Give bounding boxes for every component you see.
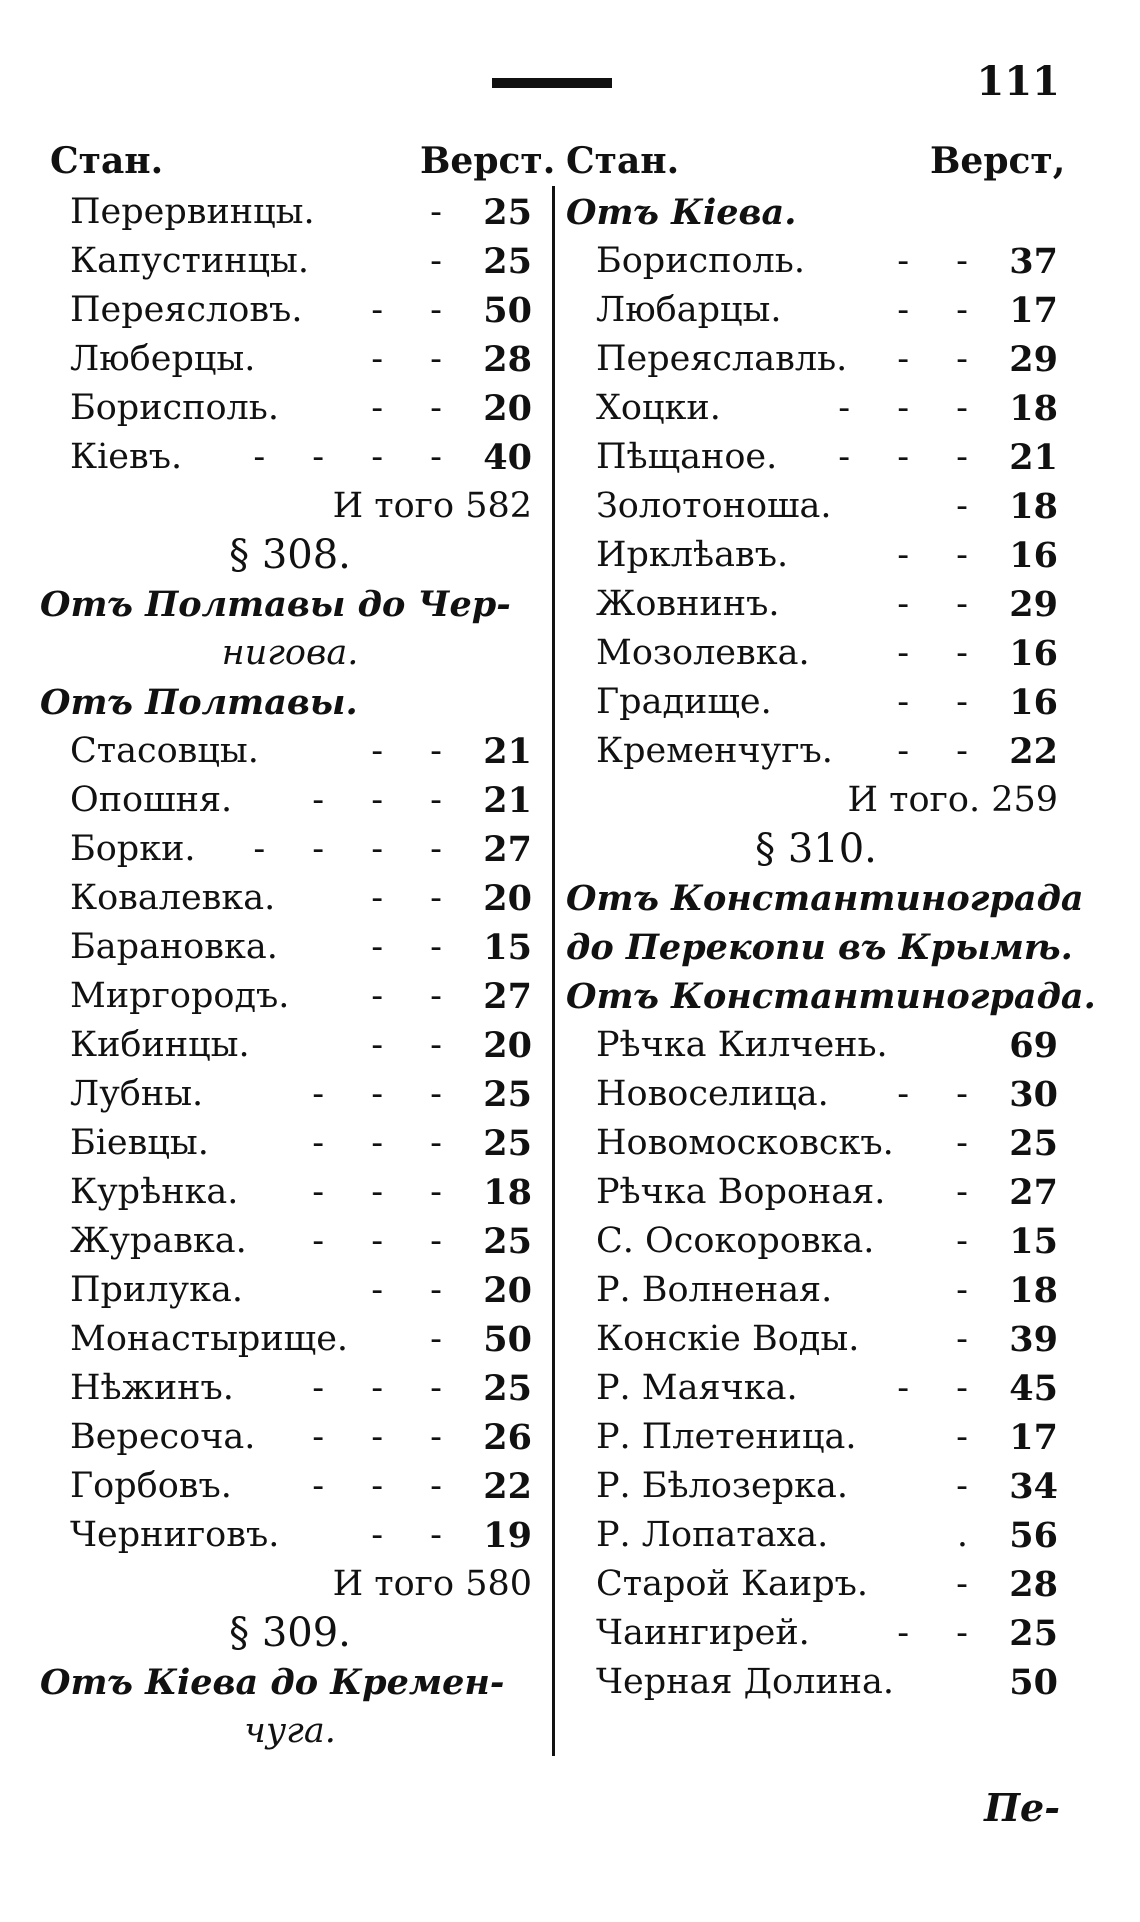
right-station-header: Стан. bbox=[566, 140, 680, 182]
verst-distance: 17 bbox=[1009, 290, 1058, 331]
station-row bbox=[566, 1070, 1066, 1119]
station-row bbox=[566, 1021, 1066, 1070]
leader-dashes: - bbox=[956, 1172, 986, 1212]
leader-dashes: - bbox=[956, 1417, 986, 1457]
station-name: Барановка. bbox=[70, 927, 278, 967]
verst-distance: 37 bbox=[1009, 241, 1058, 282]
leader-dashes: - bbox=[956, 1466, 986, 1506]
route-310-line2: до Перекопи въ Крымѣ. bbox=[566, 927, 1073, 968]
section-308-heading: § 308. bbox=[229, 532, 351, 578]
leader-dashes: - - bbox=[897, 1613, 986, 1653]
verst-distance: 15 bbox=[1009, 1221, 1058, 1262]
station-row bbox=[40, 384, 540, 433]
verst-distance: 21 bbox=[483, 780, 532, 821]
station-name: Лубны. bbox=[70, 1074, 204, 1114]
leader-dashes: . bbox=[956, 1515, 986, 1555]
station-row bbox=[40, 1119, 540, 1168]
verst-distance: 25 bbox=[483, 1221, 532, 1262]
verst-distance: 21 bbox=[1009, 437, 1058, 478]
station-row bbox=[566, 678, 1066, 727]
verst-distance: 30 bbox=[1009, 1074, 1058, 1115]
verst-distance: 26 bbox=[483, 1417, 532, 1458]
leader-dashes: - bbox=[956, 1564, 986, 1604]
station-name: Миргородъ. bbox=[70, 976, 290, 1016]
leader-dashes: - - bbox=[371, 927, 460, 967]
leader-dashes: - - - bbox=[312, 1123, 460, 1163]
station-row bbox=[566, 1217, 1066, 1266]
route-309-line2: чуга. bbox=[244, 1711, 336, 1751]
leader-dashes: - - bbox=[897, 682, 986, 722]
catchword: Пе- bbox=[984, 1785, 1060, 1830]
station-name: Мозолевка. bbox=[596, 633, 810, 673]
leader-dashes: - - - bbox=[312, 1074, 460, 1114]
leader-dashes: - - - bbox=[312, 1172, 460, 1212]
leader-dashes: - - bbox=[371, 1270, 460, 1310]
station-name: Чаингирей. bbox=[596, 1613, 810, 1653]
right-column bbox=[566, 188, 1096, 1707]
station-name: Переяславль. bbox=[596, 339, 848, 379]
station-name: Кибинцы. bbox=[70, 1025, 250, 1065]
leader-dashes: - bbox=[956, 1270, 986, 1310]
station-name: Р. Волненая. bbox=[596, 1270, 833, 1310]
right-total-a: И того. 259 bbox=[847, 780, 1058, 820]
station-row bbox=[40, 1413, 540, 1462]
right-station-list-a bbox=[566, 237, 1066, 776]
station-row bbox=[40, 727, 540, 776]
station-row bbox=[40, 1511, 540, 1560]
station-row bbox=[40, 972, 540, 1021]
station-name: Курѣнка. bbox=[70, 1172, 239, 1212]
verst-distance: 25 bbox=[483, 1368, 532, 1409]
leader-dashes: - - bbox=[371, 1025, 460, 1065]
station-name: Переясловъ. bbox=[70, 290, 303, 330]
verst-distance: 20 bbox=[483, 1270, 532, 1311]
verst-distance: 29 bbox=[1009, 584, 1058, 625]
verst-distance: 56 bbox=[1009, 1515, 1058, 1556]
station-name: Любарцы. bbox=[596, 290, 782, 330]
station-row bbox=[40, 286, 540, 335]
left-column bbox=[40, 188, 540, 1756]
station-row bbox=[566, 1168, 1066, 1217]
station-name: Хоцки. bbox=[596, 388, 721, 428]
station-name: Новомосковскъ. bbox=[596, 1123, 894, 1163]
station-row bbox=[566, 1560, 1066, 1609]
verst-distance: 18 bbox=[1009, 1270, 1058, 1311]
station-name: Новоселица. bbox=[596, 1074, 829, 1114]
station-name: Р. Бѣлозерка. bbox=[596, 1466, 849, 1506]
station-name: Стасовцы. bbox=[70, 731, 259, 771]
station-name: Борисполь. bbox=[70, 388, 279, 428]
station-name: Ковалевка. bbox=[70, 878, 276, 918]
station-row bbox=[566, 1315, 1066, 1364]
station-row bbox=[566, 531, 1066, 580]
verst-distance: 25 bbox=[483, 241, 532, 282]
verst-distance: 16 bbox=[1009, 682, 1058, 723]
right-verst-header: Верст, bbox=[930, 140, 1066, 182]
leader-dashes: - bbox=[430, 192, 460, 232]
station-row bbox=[566, 1119, 1066, 1168]
verst-distance: 20 bbox=[483, 878, 532, 919]
station-name: Люберцы. bbox=[70, 339, 256, 379]
left-station-list-a bbox=[40, 188, 540, 482]
station-name: Р. Лопатаха. bbox=[596, 1515, 829, 1555]
station-row bbox=[566, 1266, 1066, 1315]
station-name: Жовнинъ. bbox=[596, 584, 780, 624]
verst-distance: 25 bbox=[483, 192, 532, 233]
verst-distance: 17 bbox=[1009, 1417, 1058, 1458]
section-310-heading: § 310. bbox=[755, 826, 877, 872]
station-name: Журавка. bbox=[70, 1221, 247, 1261]
leader-dashes: - - bbox=[897, 290, 986, 330]
verst-distance: 16 bbox=[1009, 633, 1058, 674]
verst-distance: 20 bbox=[483, 1025, 532, 1066]
station-row bbox=[40, 1315, 540, 1364]
station-row bbox=[40, 776, 540, 825]
station-name: Рѣчка Килчень. bbox=[596, 1025, 888, 1065]
left-station-header: Стан. bbox=[50, 140, 164, 182]
station-row bbox=[40, 433, 540, 482]
leader-dashes: - - bbox=[897, 1074, 986, 1114]
leader-dashes: - - - bbox=[312, 1368, 460, 1408]
leader-dashes: - - bbox=[897, 633, 986, 673]
verst-distance: 29 bbox=[1009, 339, 1058, 380]
leader-dashes: - - - bbox=[838, 388, 986, 428]
route-309-from: Отъ Кіева. bbox=[566, 192, 797, 233]
station-name: С. Осокоровка. bbox=[596, 1221, 875, 1261]
leader-dashes: - - - bbox=[312, 1466, 460, 1506]
leader-dashes: - - - bbox=[312, 1417, 460, 1457]
verst-distance: 28 bbox=[483, 339, 532, 380]
verst-distance: 18 bbox=[1009, 388, 1058, 429]
leader-dashes: - - bbox=[897, 584, 986, 624]
verst-distance: 22 bbox=[1009, 731, 1058, 772]
station-row bbox=[566, 1511, 1066, 1560]
station-name: Ирклѣавъ. bbox=[596, 535, 789, 575]
verst-distance: 25 bbox=[1009, 1613, 1058, 1654]
station-row bbox=[40, 1266, 540, 1315]
station-name: Черниговъ. bbox=[70, 1515, 280, 1555]
station-name: Біевцы. bbox=[70, 1123, 209, 1163]
leader-dashes: - - bbox=[371, 878, 460, 918]
station-name: Кременчугъ. bbox=[596, 731, 833, 771]
left-total-b: И того 580 bbox=[332, 1564, 532, 1604]
station-row bbox=[566, 286, 1066, 335]
leader-dashes: - - bbox=[897, 339, 986, 379]
station-name: Старой Каиръ. bbox=[596, 1564, 869, 1604]
verst-distance: 27 bbox=[1009, 1172, 1058, 1213]
route-310-from: Отъ Константинограда. bbox=[566, 976, 1096, 1017]
station-row bbox=[566, 384, 1066, 433]
verst-distance: 28 bbox=[1009, 1564, 1058, 1605]
leader-dashes: - bbox=[956, 1123, 986, 1163]
station-name: Золотоноша. bbox=[596, 486, 832, 526]
leader-dashes: - bbox=[956, 1221, 986, 1261]
station-row bbox=[40, 923, 540, 972]
verst-distance: 50 bbox=[1009, 1662, 1058, 1703]
route-310-line1: Отъ Константинограда bbox=[566, 878, 1084, 919]
verst-distance: 21 bbox=[483, 731, 532, 772]
station-row bbox=[566, 433, 1066, 482]
verst-distance: 18 bbox=[483, 1172, 532, 1213]
verst-distance: 22 bbox=[483, 1466, 532, 1507]
right-station-list-b bbox=[566, 1021, 1066, 1707]
station-row bbox=[566, 1658, 1066, 1707]
route-308-line1: Отъ Полтавы до Чер- bbox=[40, 584, 511, 625]
leader-dashes: - - bbox=[371, 290, 460, 330]
verst-distance: 39 bbox=[1009, 1319, 1058, 1360]
station-name: Прилука. bbox=[70, 1270, 243, 1310]
route-308-line2: нигова. bbox=[221, 633, 359, 673]
station-row bbox=[40, 874, 540, 923]
station-name: Р. Маячка. bbox=[596, 1368, 798, 1408]
leader-dashes: - - bbox=[371, 339, 460, 379]
station-row bbox=[566, 482, 1066, 531]
station-name: Кіевъ. bbox=[70, 437, 183, 477]
station-row bbox=[566, 335, 1066, 384]
station-row bbox=[566, 1413, 1066, 1462]
left-station-list-b bbox=[40, 727, 540, 1560]
station-name: Перервинцы. bbox=[70, 192, 315, 232]
leader-dashes: - - bbox=[897, 731, 986, 771]
leader-dashes: - - - bbox=[838, 437, 986, 477]
station-row bbox=[40, 825, 540, 874]
verst-distance: 15 bbox=[483, 927, 532, 968]
station-name: Борки. bbox=[70, 829, 196, 869]
leader-dashes: - bbox=[956, 1319, 986, 1359]
station-name: Р. Плетеница. bbox=[596, 1417, 857, 1457]
station-name: Конскіе Воды. bbox=[596, 1319, 860, 1359]
station-row bbox=[566, 1462, 1066, 1511]
leader-dashes: - bbox=[430, 1319, 460, 1359]
station-name: Борисполь. bbox=[596, 241, 805, 281]
verst-distance: 50 bbox=[483, 1319, 532, 1360]
station-name: Пѣщаное. bbox=[596, 437, 778, 477]
verst-distance: 25 bbox=[1009, 1123, 1058, 1164]
station-row bbox=[566, 629, 1066, 678]
leader-dashes: - - bbox=[371, 976, 460, 1016]
station-name: Черная Долина. bbox=[596, 1662, 894, 1702]
section-309-heading: § 309. bbox=[229, 1610, 351, 1656]
verst-distance: 18 bbox=[1009, 486, 1058, 527]
verst-distance: 25 bbox=[483, 1123, 532, 1164]
station-name: Рѣчка Вороная. bbox=[596, 1172, 886, 1212]
verst-distance: 45 bbox=[1009, 1368, 1058, 1409]
left-verst-header: Верст. bbox=[420, 140, 556, 182]
station-name: Вересоча. bbox=[70, 1417, 256, 1457]
leader-dashes: - - bbox=[371, 388, 460, 428]
page-number: 111 bbox=[976, 58, 1060, 105]
station-row bbox=[40, 1021, 540, 1070]
header-rule bbox=[492, 78, 612, 88]
leader-dashes: - bbox=[956, 486, 986, 526]
verst-distance: 27 bbox=[483, 976, 532, 1017]
leader-dashes: - - - - bbox=[253, 829, 460, 869]
verst-distance: 69 bbox=[1009, 1025, 1058, 1066]
route-308-from: Отъ Полтавы. bbox=[40, 682, 358, 723]
verst-distance: 27 bbox=[483, 829, 532, 870]
station-row bbox=[566, 237, 1066, 286]
leader-dashes: - - bbox=[897, 1368, 986, 1408]
leader-dashes: - - bbox=[897, 241, 986, 281]
station-row bbox=[40, 1364, 540, 1413]
station-name: Монастырище. bbox=[70, 1319, 349, 1359]
station-row bbox=[40, 1462, 540, 1511]
verst-distance: 16 bbox=[1009, 535, 1058, 576]
leader-dashes: - - - bbox=[312, 1221, 460, 1261]
leader-dashes: - - - - bbox=[253, 437, 460, 477]
verst-distance: 34 bbox=[1009, 1466, 1058, 1507]
station-name: Горбовъ. bbox=[70, 1466, 232, 1506]
station-name: Градище. bbox=[596, 682, 772, 722]
verst-distance: 25 bbox=[483, 1074, 532, 1115]
verst-distance: 20 bbox=[483, 388, 532, 429]
station-row bbox=[40, 335, 540, 384]
station-name: Капустинцы. bbox=[70, 241, 309, 281]
verst-distance: 40 bbox=[483, 437, 532, 478]
leader-dashes: - - - bbox=[312, 780, 460, 820]
station-row bbox=[566, 727, 1066, 776]
leader-dashes: - bbox=[430, 241, 460, 281]
station-row bbox=[566, 1609, 1066, 1658]
station-row bbox=[566, 580, 1066, 629]
station-row bbox=[40, 237, 540, 286]
station-row bbox=[40, 1217, 540, 1266]
verst-distance: 19 bbox=[483, 1515, 532, 1556]
leader-dashes: - - bbox=[371, 1515, 460, 1555]
verst-distance: 50 bbox=[483, 290, 532, 331]
station-row bbox=[566, 1364, 1066, 1413]
leader-dashes: - - bbox=[897, 535, 986, 575]
column-divider bbox=[552, 186, 555, 1756]
left-total-a: И того 582 bbox=[332, 486, 532, 526]
station-row bbox=[40, 1070, 540, 1119]
station-row bbox=[40, 1168, 540, 1217]
station-row bbox=[40, 188, 540, 237]
station-name: Нѣжинъ. bbox=[70, 1368, 234, 1408]
leader-dashes: - - bbox=[371, 731, 460, 771]
route-309-line1: Отъ Кіева до Кремен- bbox=[40, 1662, 505, 1703]
station-name: Опошня. bbox=[70, 780, 233, 820]
